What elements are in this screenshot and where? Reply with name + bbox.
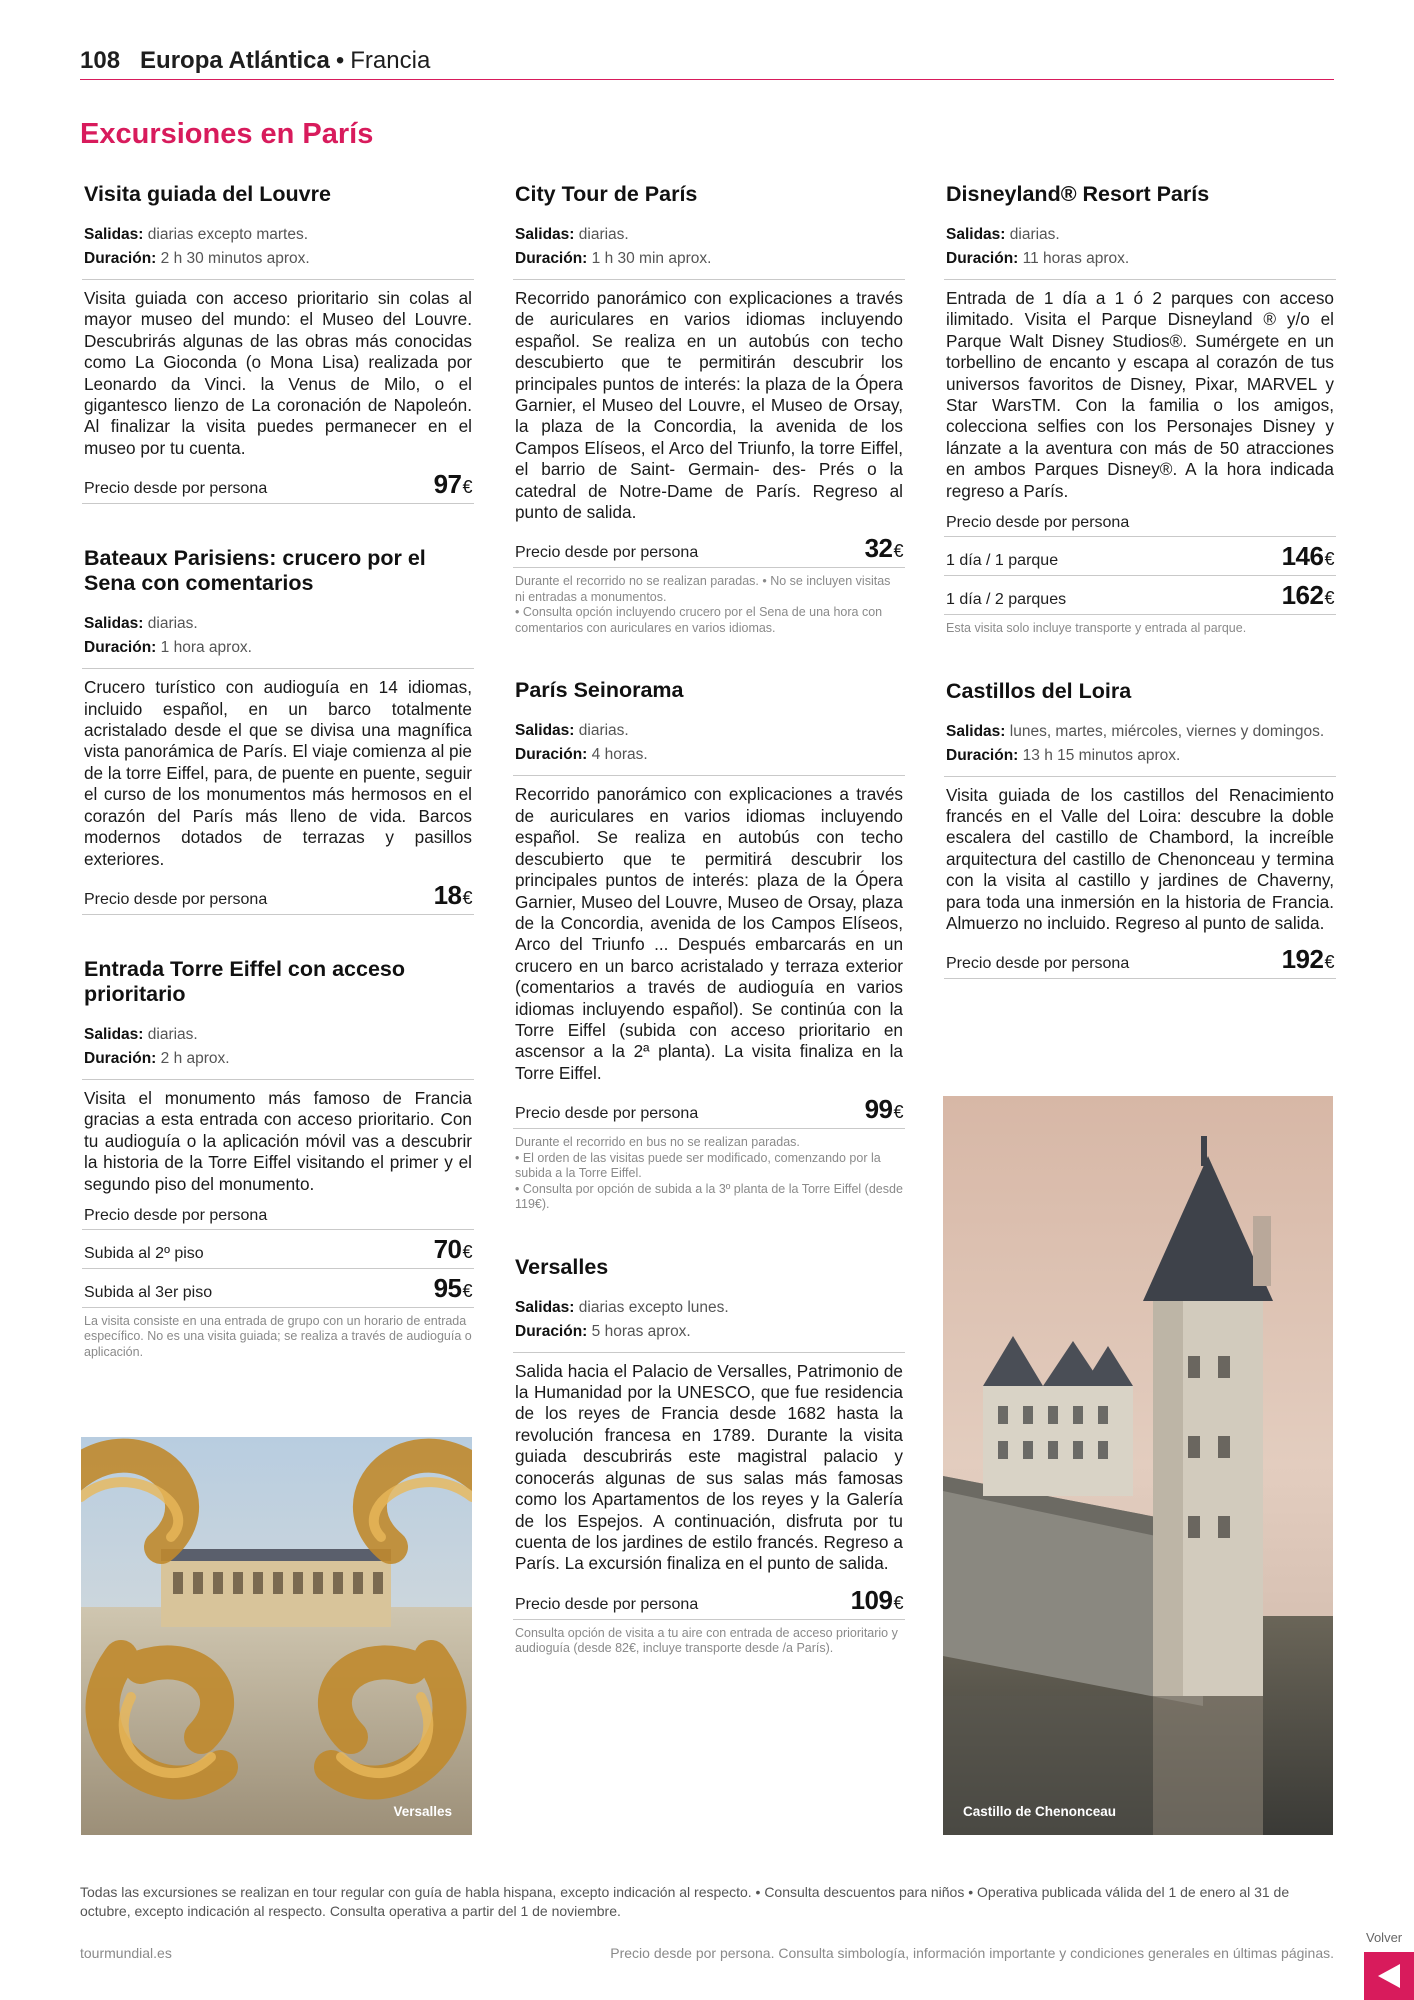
duracion-value: 13 h 15 minutos aprox. [1022,746,1181,764]
photo-caption: Castillo de Chenonceau [963,1804,1117,1819]
salidas-label: Salidas: [515,1298,575,1316]
salidas-value: diarias. [147,615,198,633]
price-amount [851,1585,903,1616]
price-row [513,529,905,568]
price-label: Precio desde por persona [946,514,1130,532]
price-value: 32 [864,533,893,564]
price-value: 146 [1281,541,1324,572]
salidas-label: Salidas: [84,226,144,243]
price-label: Precio desde por persona [946,955,1130,973]
duracion-value: 2 h aprox. [160,1049,230,1067]
price-amount [434,1273,472,1304]
currency-symbol: € [893,541,903,562]
excursion-description: Crucero turístico con audioguía en 14 idiomas, incluido español, en un barco totalmente acristalado desde el que se divisa una magnífica vista panorámica de París. El viaje comienza al pie de la torre Eiffel, para, de puente en puente, seguir el curso de los monumentos más hermosos en el corazón del París más lleno de vida. Barcos modernos dotados de terrazas y pasillos exteriores. [82,668,474,876]
duracion-label: Duración: [946,250,1019,267]
price-value: 99 [864,1094,893,1125]
excursion-description: Visita guiada con acceso prioritario sin colas al mayor museo del mundo: el Museo del Louvre. Descubrirás algunas de las obras más conocidas como La Gioconda (o Mona Lisa) realizada por Leonardo da Vinci. la Venus de Milo, o el gigantesco lienzo de La coronación de Napoleón. Al finalizar la visita puedes permanecer en el museo por tu cuenta. [82,279,474,465]
duracion-label: Duración: [84,1049,157,1067]
excursion-title: París Seinorama [515,678,684,703]
excursion-title: City Tour de París [515,182,698,206]
price-amount [434,880,472,911]
excursion-note: La visita consiste en una entrada de grupo con un horario de entrada específico. No es una visita guiada; se realiza a través de audioguía o aplicación. [84,1313,472,1359]
note-line: • El orden de las visitas puede ser modificado, comenzando por la subida a la Torre Eiffel. [515,1150,881,1181]
back-arrow-icon [1378,1964,1400,1988]
versalles-photo [81,1437,472,1835]
excursion-meta [944,720,1336,776]
site-link[interactable]: tourmundial.es [80,1945,172,1961]
column-3 [944,180,1336,1021]
price-option-row [82,1229,474,1269]
section-title: Excursiones en París [80,118,374,150]
excursion-description: Entrada de 1 día a 1 ó 2 parques con acceso ilimitado. Visita el Parque Disneyland ® y/o el Parque Walt Disney Studios®. Sumérgete en un torbellino de encanto y escapa al corazón de tus universos favoritos de Disney, Pixar, MARVEL y Star WarsTM. Con la familia o los amigos, colecciona selfies con los Personajes Disney y lánzate a la aventura con más de 50 atracciones en ambos Parques Disney®. A la hora indicada regreso a París. [944,279,1336,508]
price-amount [865,533,903,564]
country-title: Francia [350,47,431,74]
salidas-label: Salidas: [946,226,1006,243]
price-option-row [944,576,1336,615]
price-amount [1282,580,1334,611]
excursion-description: Visita el monumento más famoso de Francia gracias a esta entrada con acceso prioritario. Con tu audioguía o la aplicación móvil vas a descubrir la historia de la Torre Eiffel visitando el primer y el segundo piso del monumento. [82,1079,474,1201]
price-row [82,465,474,504]
excursion-city-tour [513,182,905,636]
price-label: Precio desde por persona [84,480,268,498]
price-amount [434,1234,472,1265]
option-label: Subida al 2º piso [84,1244,204,1262]
currency-symbol: € [1324,588,1334,609]
excursion-meta [82,612,474,668]
price-label: Precio desde por persona [84,1206,268,1224]
price-amount [434,469,472,500]
price-value: 18 [433,879,462,910]
currency-symbol: € [462,887,472,908]
price-row [513,1090,905,1129]
currency-symbol: € [462,1280,472,1301]
salidas-label: Salidas: [515,226,575,243]
excursion-title: Entrada Torre Eiffel con acceso prioritario [84,956,406,1006]
salidas-label: Salidas: [84,615,144,633]
duracion-value: 5 horas aprox. [591,1322,691,1340]
excursion-description: Visita guiada de los castillos del Renacimiento francés en el Valle del Loira: descubre la doble escalera del castillo de Chambord, la increíble arquitectura del castillo de Chenonceau y termina con la visita al castillo y jardines de Chaverny, para toda una inmersión en la historia de Francia. Almuerzo no incluido. Regreso al punto de salida. [944,776,1336,941]
excursion-title: Disneyland® Resort París [946,182,1210,206]
note-line: • Consulta por opción de subida a la 3º planta de la Torre Eiffel (desde 119€). [515,1181,903,1212]
footer-disclaimer: Precio desde por persona. Consulta simbología, información importante y condiciones generales en últimas páginas. [610,1945,1334,1961]
salidas-value: diarias. [578,226,629,243]
currency-symbol: € [1324,952,1334,973]
price-label: Precio desde por persona [515,544,699,562]
duracion-value: 2 h 30 minutos aprox. [160,250,310,267]
footer-line [80,1945,1334,1961]
duracion-value: 4 horas. [591,746,648,764]
salidas-label: Salidas: [84,1025,144,1043]
note-line: Durante el recorrido no se realizan paradas. • No se incluyen visitas ni entradas a monumentos. [515,574,891,604]
column-2 [513,180,905,1699]
excursion-title: Castillos del Loira [946,678,1132,703]
region-title: Europa Atlántica [140,47,330,74]
duracion-label: Duración: [84,639,157,657]
salidas-value: diarias. [1009,226,1060,243]
photo-caption: Versalles [393,1804,452,1819]
salidas-value: diarias excepto martes. [147,226,309,243]
versalles-illustration [81,1437,472,1835]
salidas-value: diarias excepto lunes. [578,1298,729,1316]
back-button[interactable] [1364,1952,1414,2000]
duracion-label: Duración: [515,1322,588,1340]
price-label: Precio desde por persona [84,890,268,908]
duracion-label: Duración: [946,746,1019,764]
excursion-seinorama [513,678,905,1212]
excursion-versalles [513,1255,905,1657]
excursion-castillos-loira [944,679,1336,980]
excursion-meta [944,223,1336,279]
currency-symbol: € [462,1241,472,1262]
excursion-bateaux [82,546,474,915]
currency-symbol: € [1324,549,1334,570]
excursion-description: Recorrido panorámico con explicaciones a través de auriculares en varios idiomas incluyendo español. Se realiza en autobús con techo descubierto que te permitirá descubrir los principales puntos de interés: plaza de la Ópera Garnier, Museo del Louvre, Museo de Orsay, plaza de la Concordia, avenida de los Campos Elíseos, Arco del Triunfo ... Después embarcarás en un crucero en un barco acristalado y terraza exterior (comentarios a través de audioguía en varios idiomas incluyendo español). Se continúa con la Torre Eiffel (subida con acceso prioritario en ascensor a la 2ª planta). La visita finaliza en la Torre Eiffel. [513,775,905,1090]
option-label: Subida al 3er piso [84,1283,213,1301]
option-label: 1 día / 1 parque [946,552,1059,570]
chenonceau-photo [943,1096,1333,1835]
note-line: Durante el recorrido en bus no se realizan paradas. [515,1135,800,1150]
excursion-meta [513,719,905,775]
price-value: 95 [433,1272,462,1303]
excursion-description: Salida hacia el Palacio de Versalles, Patrimonio de la Humanidad por la UNESCO, que fue residencia de los reyes de Francia desde 1682 hasta la revolución francesa en 1789. Durante la visita guiada descubrirás este magistral palacio y conocerás algunas de sus salas más famosas como los Apartamentos de los reyes y la Galería de los Espejos. A continuación, disfruta por tu cuenta de los jardines de estilo francés. Regreso a París. La excursión finaliza en el punto de salida. [513,1352,905,1581]
price-value: 162 [1281,580,1324,611]
duracion-value: 1 h 30 min aprox. [591,250,712,267]
option-label: 1 día / 2 parques [946,591,1067,609]
currency-symbol: € [893,1592,903,1613]
price-label: Precio desde por persona [515,1595,699,1613]
price-amount [865,1094,903,1125]
price-row [513,1581,905,1620]
currency-symbol: € [462,477,472,498]
excursion-title: Versalles [515,1254,609,1279]
price-option-row [82,1269,474,1308]
currency-symbol: € [893,1102,903,1123]
excursion-meta [513,1296,905,1352]
footer-note: Todas las excursiones se realizan en tour regular con guía de habla hispana, excepto indicación al respecto. • Consulta descuentos para niños • Operativa publicada válida del 1 de enero al 31 de octubre, excepto indicación al respecto. Consulta operativa a partir del 1 de noviembre. [80,1884,1290,1919]
price-value: 97 [433,469,462,500]
excursion-note: Consulta opción de visita a tu aire con entrada de acceso prioritario y audioguía (desde 82€, incluye transporte desde /a París). [515,1625,898,1656]
excursion-meta [513,223,905,279]
price-row [944,940,1336,979]
note-line: • Consulta opción incluyendo crucero por el Sena de una hora con comentarios con auriculares en varios idiomas. [515,605,883,635]
back-label: Volver [1366,1930,1403,1945]
salidas-value: diarias. [147,1025,198,1043]
excursion-note [513,568,905,636]
excursion-meta [82,1023,474,1079]
duracion-value: 11 horas aprox. [1022,250,1130,267]
excursion-description: Recorrido panorámico con explicaciones a través de auriculares en varios idiomas incluyendo español. Se realiza en un autobús con techo descubierto que te permitirán descubrir los principales puntos de interés: la plaza de la Ópera Garnier, el Museo del Louvre, el Museo de Orsay, la plaza de la Concordia, la avenida de los Campos Elíseos, el Arco del Triunfo, la torre Eiffel, el barrio de Saint- Germain- des- Prés o la catedral de Notre-Dame de París. Regreso al punto de salida. [513,279,905,529]
excursion-disneyland [944,182,1336,637]
column-1 [82,180,474,1402]
salidas-value: lunes, martes, miércoles, viernes y domingos. [1009,722,1325,740]
duracion-label: Duración: [515,746,588,764]
price-amount [1282,944,1334,975]
price-value: 70 [433,1233,462,1264]
salidas-label: Salidas: [515,722,575,740]
duracion-label: Duración: [84,250,157,267]
page-header [80,48,1334,80]
excursion-eiffel [82,957,474,1361]
price-amount [1282,541,1334,572]
price-label: Precio desde por persona [515,1105,699,1123]
price-option-row [944,536,1336,576]
page-number: 108 [80,47,121,74]
excursion-note [513,1129,905,1213]
excursion-note: Esta visita solo incluye transporte y entrada al parque. [946,621,1247,636]
salidas-value: diarias. [578,722,629,740]
chenonceau-illustration [943,1096,1333,1835]
price-row [82,876,474,915]
price-value: 109 [850,1584,893,1615]
duracion-label: Duración: [515,250,588,267]
excursion-meta [82,223,474,279]
salidas-label: Salidas: [946,722,1006,740]
price-value: 192 [1281,944,1324,975]
excursion-title: Bateaux Parisiens: crucero por el Sena con comentarios [84,546,426,596]
header-separator: • [335,47,345,74]
excursion-title: Visita guiada del Louvre [84,182,331,206]
duracion-value: 1 hora aprox. [160,639,252,657]
excursion-louvre [82,182,474,504]
